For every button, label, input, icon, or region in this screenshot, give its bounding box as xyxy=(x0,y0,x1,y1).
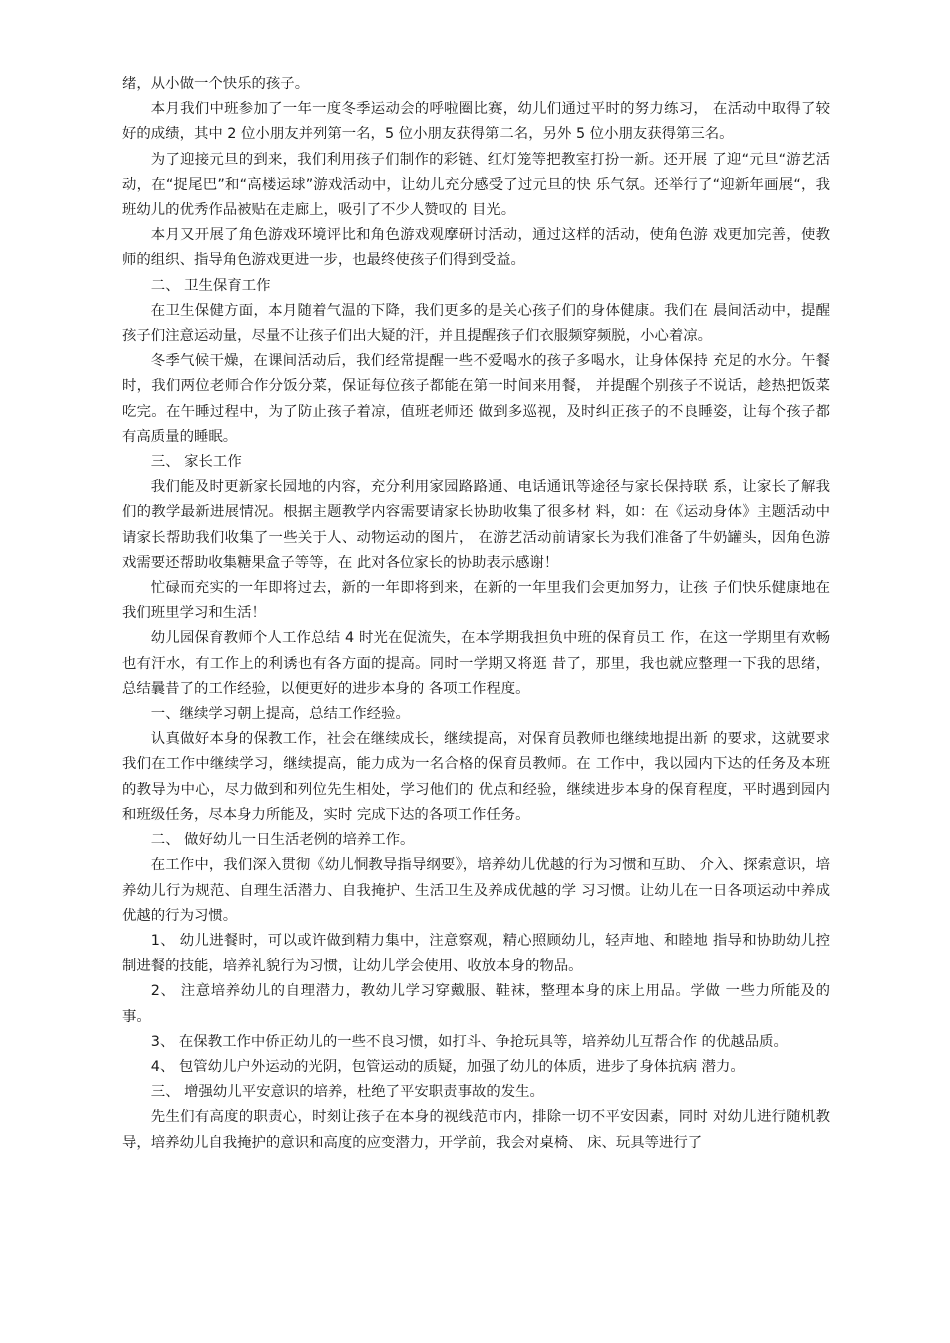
section-heading: 三、 家长工作 xyxy=(150,454,242,471)
paragraph: 我们能及时更新家长园地的内容，充分利用家园路路通、电话通讯等途径与家长保持联 系，让家长了解我们的教学最新进展情况。根据主题教学内容需要请家长协助收集了很多材 料，如：在《运动身体》主题活动中请家长帮助我们收集了一些关于人、动物运动的图片， 在游艺活动前请家长为我们准备了牛奶罐头，因角色游戏需要还帮助收集糖果盒子等等，在 此对各位家长的协助表示感谢！ xyxy=(122,479,830,571)
document-body xyxy=(122,72,830,1156)
paragraph: 认真做好本身的保教工作，社会在继续成长，继续提高，对保育员教师也继续地提出新 的要求，这就要求我们在工作中继续学习，继续提高，能力成为一名合格的保育员教师。在 工作中，我以园内下达的任务及本班的教导为中心，尽力做到和列位先生相处，学习他们的 优点和经验，继续进步本身的保育程度，平时遇到园内和班级任务，尽本身力所能及，实时 完成下达的各项工作任务。 xyxy=(122,731,830,823)
paragraph: 先生们有高度的职责心，时刻让孩子在本身的视线范市内，排除一切不平安因素，同时 对幼儿进行随机教导，培养幼儿自我掩护的意识和高度的应变潜力，开学前，我会对桌椅、 床、玩具等进行了 xyxy=(122,1109,830,1151)
list-item: 2、 注意培养幼儿的自理潜力，教幼儿学习穿戴服、鞋袜，整理本身的床上用品。学做 一些力所能及的事。 xyxy=(122,983,830,1025)
paragraph: 本月又开展了角色游戏环境评比和角色游戏观摩研讨活动，通过这样的活动，使角色游 戏更加完善，使教师的组织、指导角色游戏更进一步，也最终使孩子们得到受益。 xyxy=(122,227,830,269)
paragraph: 绪，从小做一个快乐的孩子。 xyxy=(122,76,310,92)
section-heading: 二、 做好幼儿一日生活老例的培养工作。 xyxy=(150,832,415,849)
paragraph: 在卫生保健方面，本月随着气温的下降，我们更多的是关心孩子们的身体健康。我们在 晨间活动中，提醒孩子们注意运动量，尽量不让孩子们出大疑的汗，并且提醒孩子们衣服频穿频脱，小心着凉。 xyxy=(122,302,830,345)
section-heading: 三、 增强幼儿平安意识的培养，杜绝了平安职责事故的发生。 xyxy=(150,1084,544,1101)
list-item: 3、 在保教工作中侨正幼儿的一些不良习惯，如打斗、争抢玩具等，培养幼儿互帮合作 的优越品质。 xyxy=(150,1033,788,1050)
section-heading: 一、继续学习朝上提高，总结工作经验。 xyxy=(150,706,410,723)
paragraph: 本月我们中班参加了一年一度冬季运动会的呼啦圈比赛，幼儿们通过平时的努力练习， 在活动中取得了较好的成绩，其中 2 位小朋友并列第一名，5 位小朋友获得第二名，另外 5 位小朋友获得第三名。 xyxy=(122,101,830,143)
paragraph: 幼儿园保育教师个人工作总结 4 时光在促流失，在本学期我担负中班的保育员工 作，在这一学期里有欢畅也有汗水，有工作上的利诱也有各方面的提高。同时一学期又将逛 昔了，那里，我也就应整理一下我的思绪，总结曩昔了的工作经验，以便更好的进步本身的 各项工作程度。 xyxy=(122,630,830,697)
paragraph: 在工作中，我们深入贯彻《幼儿恫教导指导纲要》，培养幼儿优越的行为习惯和互助、 介入、探索意识，培养幼儿行为规范、自理生活潜力、自我掩护、生活卫生及养成优越的学 习习惯。让幼儿在一日各项运动中养成优越的行为习惯。 xyxy=(122,857,830,924)
paragraph: 为了迎接元旦的到来，我们利用孩子们制作的彩链、红灯笼等把教室打扮一新。还开展 了迎“元旦“游艺活动，在“捉尾巴”和“高楼运球”游戏活动中，让幼儿充分感受了过元旦的快 乐气氛。还举行了“迎新年画展“，我班幼儿的优秀作品被贴在走廊上，吸引了不少人赞叹的 目光。 xyxy=(122,151,830,219)
section-heading: 二、 卫生保育工作 xyxy=(150,277,271,294)
list-item: 1、 幼儿进餐时，可以或许做到精力集中，注意察观，精心照顾幼儿，轻声地、和睦地 指导和协助幼儿控制进餐的技能，培养礼貌行为习惯，让幼儿学会使用、收放本身的物品。 xyxy=(122,932,830,975)
list-item: 4、 包管幼儿户外运动的光阴，包管运动的质疑，加强了幼儿的体质，进步了身体抗病 潜力。 xyxy=(150,1058,745,1075)
paragraph: 忙碌而充实的一年即将过去，新的一年即将到来，在新的一年里我们会更加努力，让孩 子们快乐健康地在我们班里学习和生活！ xyxy=(122,580,830,622)
paragraph: 冬季气候干燥，在课间活动后，我们经常提醒一些不爱喝水的孩子多喝水，让身体保持 充足的水分。午餐时，我们两位老师合作分饭分菜，保证每位孩子都能在第一时间来用餐， 并提醒个别孩子不说话，趁热把饭菜吃完。在午睡过程中，为了防止孩子着凉，值班老师还 做到多巡视，及时纠正孩子的不良睡姿，让每个孩子都有高质量的睡眠。 xyxy=(122,353,830,445)
